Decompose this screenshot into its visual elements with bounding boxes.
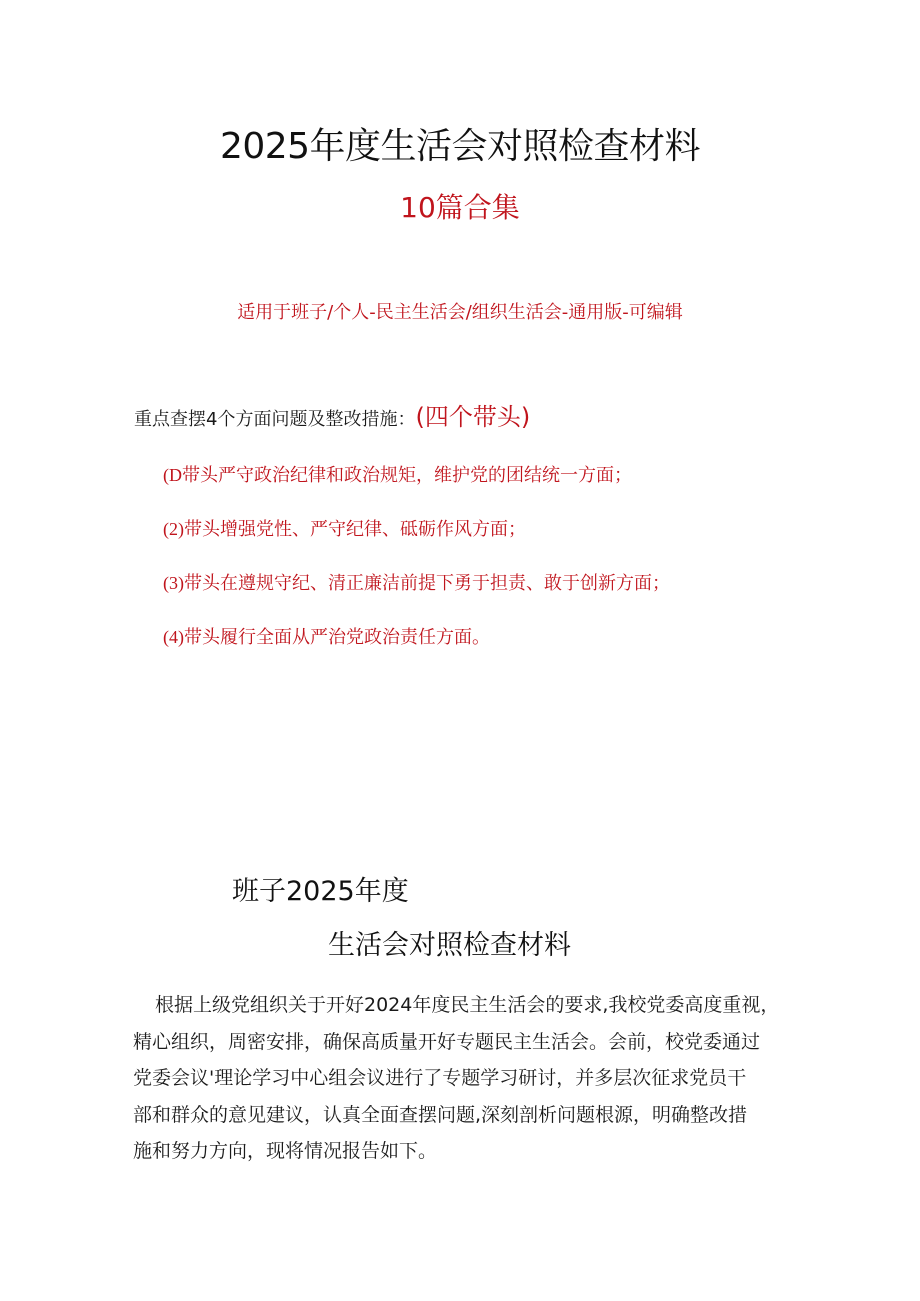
paragraph-line: 党委会议'理论学习中心组会议进行了专题学习研讨，并多层次征求党员干 — [133, 1067, 747, 1089]
body-paragraph — [133, 987, 813, 1170]
list-item — [163, 623, 490, 649]
paragraph-line: 精心组织，周密安排，确保高质量开好专题民主生活会。会前，校党委通过 — [133, 1030, 761, 1053]
list-item-text: 带头严守政治纪律和政治规矩，维护党的团结统一方面； — [182, 465, 632, 486]
list-item-number: (4) — [163, 627, 184, 647]
focus-intro-text: 重点查摆4个方面问题及整改措施： — [134, 409, 416, 430]
section-title-line-2: 生活会对照检查材料 — [328, 930, 571, 961]
document-title: 2025年度生活会对照检查材料 — [219, 126, 701, 167]
list-item — [163, 461, 632, 487]
focus-intro — [134, 397, 530, 432]
section-title-line-1: 班子2025年度 — [232, 876, 409, 907]
paragraph-line: 施和努力方向，现将情况报告如下。 — [133, 1140, 438, 1162]
list-item-text: 带头在遵规守纪、清正廉洁前提下勇于担责、敢于创新方面； — [184, 573, 670, 594]
list-item-number: (D — [163, 465, 182, 485]
list-item — [163, 569, 670, 595]
paragraph-line: 部和群众的意见建议，认真全面查摆问题,深刻剖析问题根源，明确整改措 — [133, 1103, 748, 1126]
applicability-note: 适用于班子/个人-民主生活会/组织生活会-通用版-可编辑 — [237, 302, 683, 323]
list-item — [163, 515, 526, 541]
document-subtitle: 10篇合集 — [400, 191, 520, 224]
list-item-text: 带头增强党性、严守纪律、砥砺作风方面； — [184, 519, 526, 540]
list-item-number: (2) — [163, 519, 184, 539]
focus-highlight: (四个带头) — [415, 403, 531, 431]
list-item-number: (3) — [163, 573, 184, 593]
list-item-text: 带头履行全面从严治党政治责任方面。 — [184, 627, 490, 648]
paragraph-line: 根据上级党组织关于开好2024年度民主生活会的要求,我校党委高度重视， — [155, 994, 780, 1016]
